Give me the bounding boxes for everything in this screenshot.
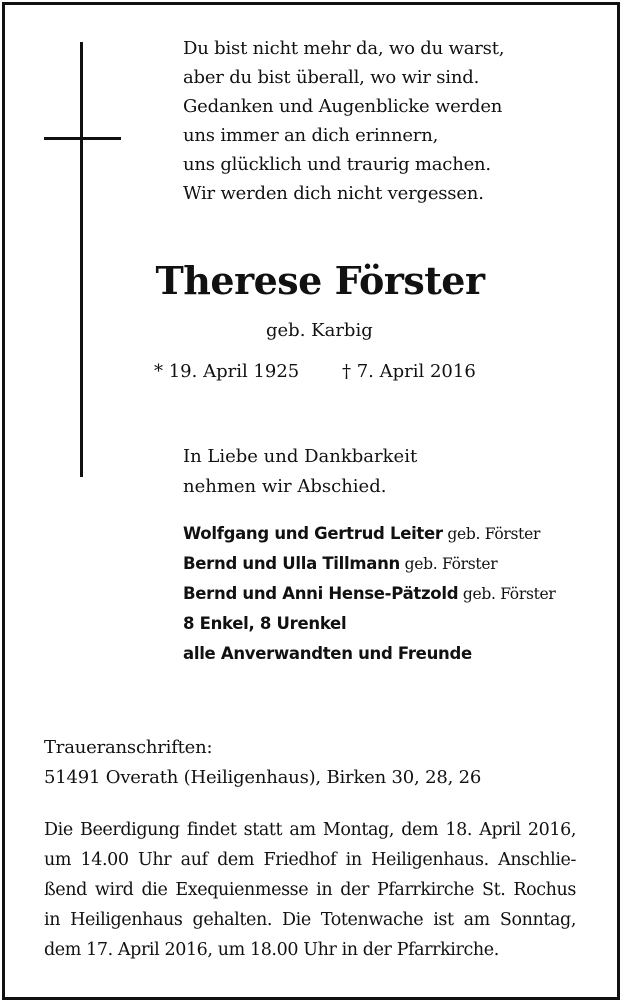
mourner-line <box>183 579 556 609</box>
mourners-list <box>183 519 556 669</box>
poem-line: Gedanken und Augenblicke werden <box>183 96 503 117</box>
funeral-line: dem 17. April 2016, um 18.00 Uhr in der Pfarrkirche. <box>44 940 499 960</box>
poem-line: Du bist nicht mehr da, wo du warst, <box>183 38 505 59</box>
poem-line: aber du bist überall, wo wir sind. <box>183 67 480 88</box>
condolence-addresses <box>44 733 481 793</box>
maiden-name: geb. Karbig <box>266 320 373 341</box>
mourner-maiden-suffix: geb. Förster <box>458 585 556 603</box>
funeral-notice <box>44 815 576 965</box>
poem-line: uns immer an dich erinnern, <box>183 125 439 146</box>
mourner-names: alle Anverwandten und Freunde <box>183 644 472 663</box>
death-date: † 7. April 2016 <box>342 361 476 382</box>
funeral-line: ßend wird die Exequienmesse in der Pfarrkirche St. Rochus <box>44 880 576 900</box>
mourner-names: Wolfgang und Gertrud Leiter <box>183 524 443 543</box>
birth-date: * 19. April 1925 <box>154 361 300 382</box>
farewell-line: nehmen wir Abschied. <box>183 476 387 497</box>
mourner-names: 8 Enkel, 8 Urenkel <box>183 614 347 633</box>
cross-horizontal-bar <box>44 137 121 140</box>
funeral-line: in Heiligenhaus gehalten. Die Totenwache ist am Sonntag, <box>44 910 576 930</box>
funeral-line: um 14.00 Uhr auf dem Friedhof in Heiligenhaus. Anschlie- <box>44 850 576 870</box>
farewell-text <box>183 442 417 502</box>
funeral-line: Die Beerdigung findet statt am Montag, dem 18. April 2016, <box>44 820 576 840</box>
mourner-maiden-suffix: geb. Förster <box>442 525 541 543</box>
farewell-line: In Liebe und Dankbarkeit <box>183 446 418 467</box>
poem-line: Wir werden dich nicht vergessen. <box>183 183 484 204</box>
addresses-label: Traueranschriften: <box>44 737 213 758</box>
deceased-name: Therese Förster <box>155 258 485 303</box>
mourner-maiden-suffix: geb. Förster <box>400 555 498 573</box>
mourner-line <box>183 519 556 549</box>
mourner-line <box>183 609 556 639</box>
mourner-line <box>183 549 556 579</box>
mourner-names: Bernd und Ulla Tillmann <box>183 554 400 573</box>
mourner-names: Bernd und Anni Hense-Pätzold <box>183 584 459 603</box>
mourner-line <box>183 639 556 669</box>
poem-line: uns glücklich und traurig machen. <box>183 154 491 175</box>
addresses-value: 51491 Overath (Heiligenhaus), Birken 30, 28, 26 <box>44 767 482 788</box>
poem <box>183 34 504 208</box>
